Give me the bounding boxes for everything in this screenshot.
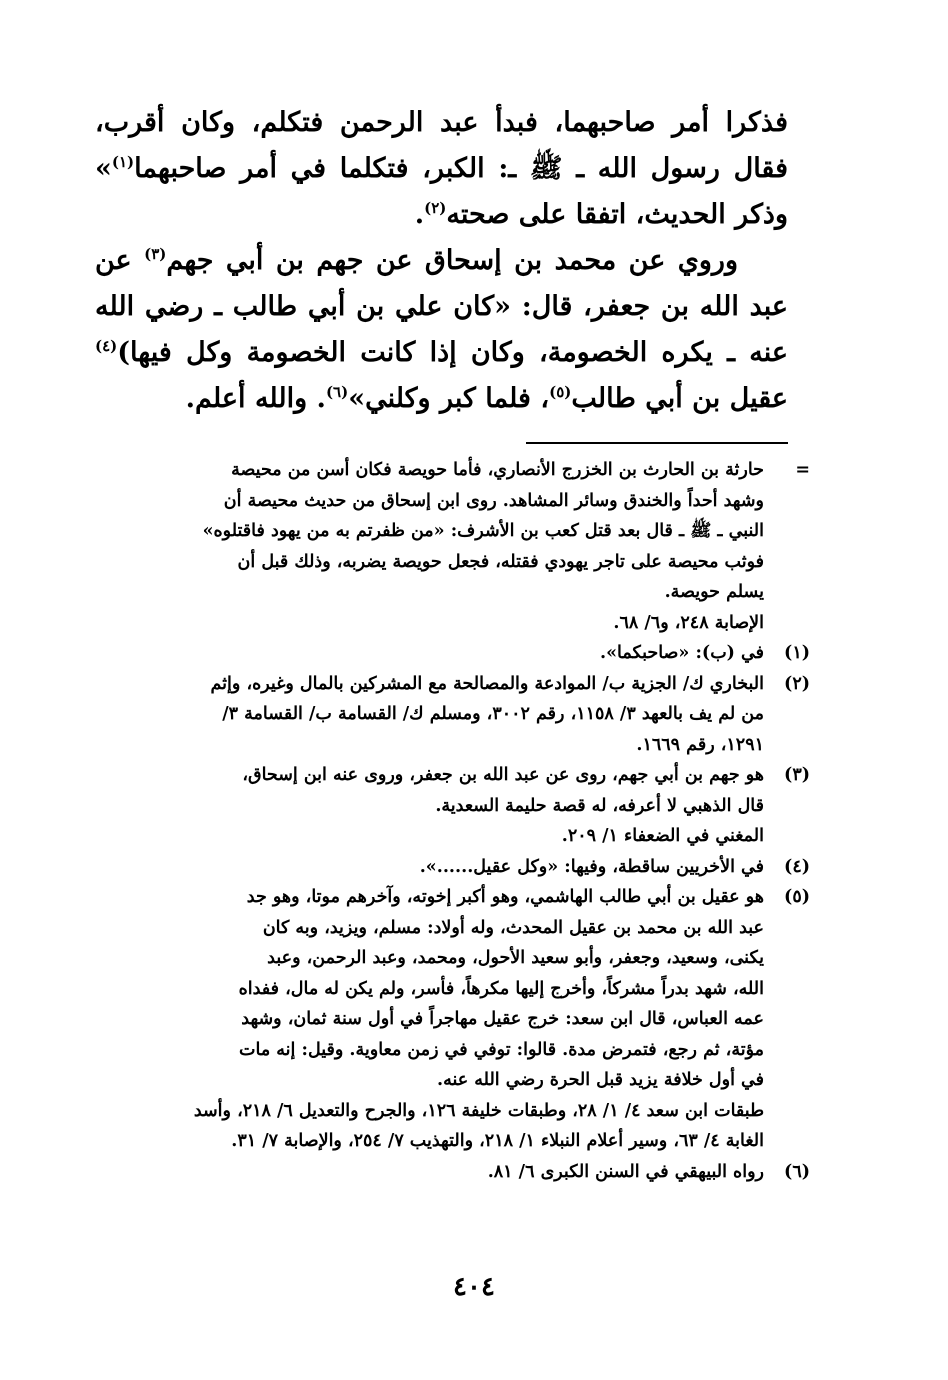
text-line: عبد الله بن جعفر، قال: «كان علي بن أبي طالب ـ رضي الله عنه ـ bbox=[95, 291, 788, 368]
footnote-line: في الأخريين ساقطة، وفيها: «وكل عقيل......». bbox=[419, 856, 764, 877]
footnote-line: هو عقيل بن أبي طالب الهاشمي، وهو أكبر إخوته، وآخرهم موتا، وهو جد bbox=[246, 887, 764, 907]
main-text bbox=[95, 100, 788, 422]
text-line: . والله أعلم. bbox=[185, 383, 326, 414]
footnote-line: النبي ـ ﷺ ـ قال بعد قتل كعب بن الأشرف: «من ظفرتم به من يهود فاقتلوه» bbox=[202, 521, 764, 541]
text-line: فذكرا أمر صاحبهما، فبدأ عبد الرحمن فتكلم، وكان أقرب، فقال bbox=[95, 107, 788, 184]
footnote-line: الغابة ٤/ ٦٣، وسير أعلام النبلاء ١/ ٢١٨، والتهذيب ٧/ ٢٥٤، والإصابة ٧/ ٣١. bbox=[231, 1131, 764, 1151]
footnote-mark: (٤) bbox=[784, 856, 810, 877]
footnote-line: في أول خلافة يزيد قبل الحرة رضي الله عنه. bbox=[437, 1070, 764, 1090]
text-line: وذكر bbox=[735, 199, 788, 230]
footnote-line: المغني في الضعفاء ١/ ٢٠٩. bbox=[561, 826, 764, 846]
footnote-line: وشهد أحداً والخندق وسائر المشاهد. روى ابن إسحاق من حديث محيصة أن bbox=[223, 490, 764, 511]
footnote-ref[interactable]: (٣) bbox=[144, 245, 167, 263]
footnote-3 bbox=[95, 760, 810, 852]
footnote-separator bbox=[526, 442, 788, 444]
footnote-line: الله، شهد بدراً مشركاً، وأخرج إليها مكرهاً، فأسر، ولم يكن له مال، ففداه bbox=[238, 978, 764, 999]
footnote-mark: (١) bbox=[784, 643, 810, 663]
footnote-line: فوثب محيصة على تاجر يهودي فقتله، فجعل حويصة يضربه، وذلك قبل أن bbox=[237, 551, 764, 572]
paragraph-1: فذكرا أمر صاحبهما، فبدأ عبد الرحمن فتكلم، وكان أقرب، فقال رسول الله ـ ﷺ ـ: الكبر، فتكلما في أمر صاحبهما$^{(١)}$» وذكر الحديث، اتفقا على صحته$^{(٢)}$. bbox=[95, 107, 788, 230]
footnote-4 bbox=[95, 852, 810, 883]
footnote-ref[interactable]: (٦) bbox=[325, 383, 349, 401]
footnote-line: طبقات ابن سعد ٤/ ١/ ٢٨، وطبقات خليفة ١٢٦، والجرح والتعديل ٦/ ٢١٨، وأسد bbox=[193, 1100, 764, 1121]
text-line: وروي عن محمد بن إسحاق عن جهم بن أبي جهم bbox=[166, 245, 738, 276]
text-line: طالب bbox=[571, 383, 636, 414]
paragraph-2 bbox=[95, 238, 788, 422]
text-line: ، فلما كبر وكلني» bbox=[348, 383, 550, 414]
footnote-line: البخاري ك/ الجزية ب/ الموادعة والمصالحة مع المشركين بالمال وغيره، وإثم bbox=[210, 673, 764, 694]
footnote-mark: (٥) bbox=[784, 887, 810, 907]
footnote-1 bbox=[95, 638, 810, 669]
footnote-line: يسلم حويصة. bbox=[664, 582, 764, 602]
footnote-5 bbox=[95, 882, 810, 1157]
footnote-6 bbox=[95, 1157, 810, 1188]
text-line: عن bbox=[95, 245, 132, 276]
footnote-line: هو جهم بن أبي جهم، روى عن عبد الله بن جعفر، وروى عنه ابن إسحاق، bbox=[242, 765, 764, 785]
footnote-mark: (٢) bbox=[784, 673, 810, 694]
footnote-line: ١٢٩١، رقم ١٦٦٩. bbox=[636, 734, 764, 755]
footnote-line: من لم يف بالعهد ٣/ ١١٥٨، رقم ٣٠٠٢، ومسلم ك/ القسامة ب/ القسامة ٣/ bbox=[222, 704, 764, 724]
footnote-ref[interactable]: (٤) bbox=[95, 337, 118, 355]
footnote-ref[interactable]: (٥) bbox=[549, 383, 572, 401]
footnote-line: الإصابة ٢٤٨، و٦/ ٦٨. bbox=[613, 612, 764, 633]
footnote-line: حارثة بن الحارث بن الخزرج الأنصاري، فأما حويصة فكان أسن من محيصة bbox=[231, 460, 764, 480]
footnote-ref[interactable]: (٢) bbox=[424, 199, 447, 217]
text-line: رسول الله ـ ﷺ ـ: الكبر، فتكلما في أمر صاحبهما bbox=[134, 153, 720, 184]
footnotes bbox=[95, 455, 810, 1187]
page-content bbox=[95, 100, 810, 1182]
footnote-line: مؤتة، ثم رجع، فتمرض مدة. قالوا: توفي في زمن معاوية. وقيل: إنه مات bbox=[239, 1039, 764, 1060]
text-line: يكره الخصومة، وكان إذا كانت الخصومة وكل فيها) bbox=[117, 337, 713, 368]
footnote-mark: = bbox=[795, 460, 810, 480]
footnote-line: عمه العباس، قال ابن سعد: خرج عقيل مهاجراً في أول سنة ثمان، وشهد bbox=[241, 1009, 764, 1029]
footnote-line: قال الذهبي لا أعرفه، له قصة حليمة السعدية. bbox=[435, 795, 764, 816]
footnote-ref[interactable]: (١) bbox=[111, 153, 135, 171]
footnote-mark: (٣) bbox=[784, 765, 810, 785]
footnote-2 bbox=[95, 669, 810, 761]
footnote-line: رواه البيهقي في السنن الكبرى ٦/ ٨١. bbox=[487, 1161, 764, 1182]
footnote-continued bbox=[95, 455, 810, 638]
text-line: الحديث، اتفقا على صحته bbox=[446, 199, 726, 230]
footnote-line: عبد الله بن محمد بن عقيل المحدث، وله أولاد: مسلم، ويزيد، وبه كان bbox=[262, 917, 764, 938]
text-line: عقيل بن أبي bbox=[645, 383, 788, 414]
footnote-line: في (ب): «صاحبكما». bbox=[599, 643, 764, 663]
footnote-mark: (٦) bbox=[784, 1161, 810, 1182]
footnote-line: يكنى، وسعيد، وجعفر، وأبو سعيد الأحول، ومحمد، وعبد الرحمن، وعبد bbox=[267, 948, 764, 968]
page-number: ٤٠٤ bbox=[453, 1272, 495, 1302]
